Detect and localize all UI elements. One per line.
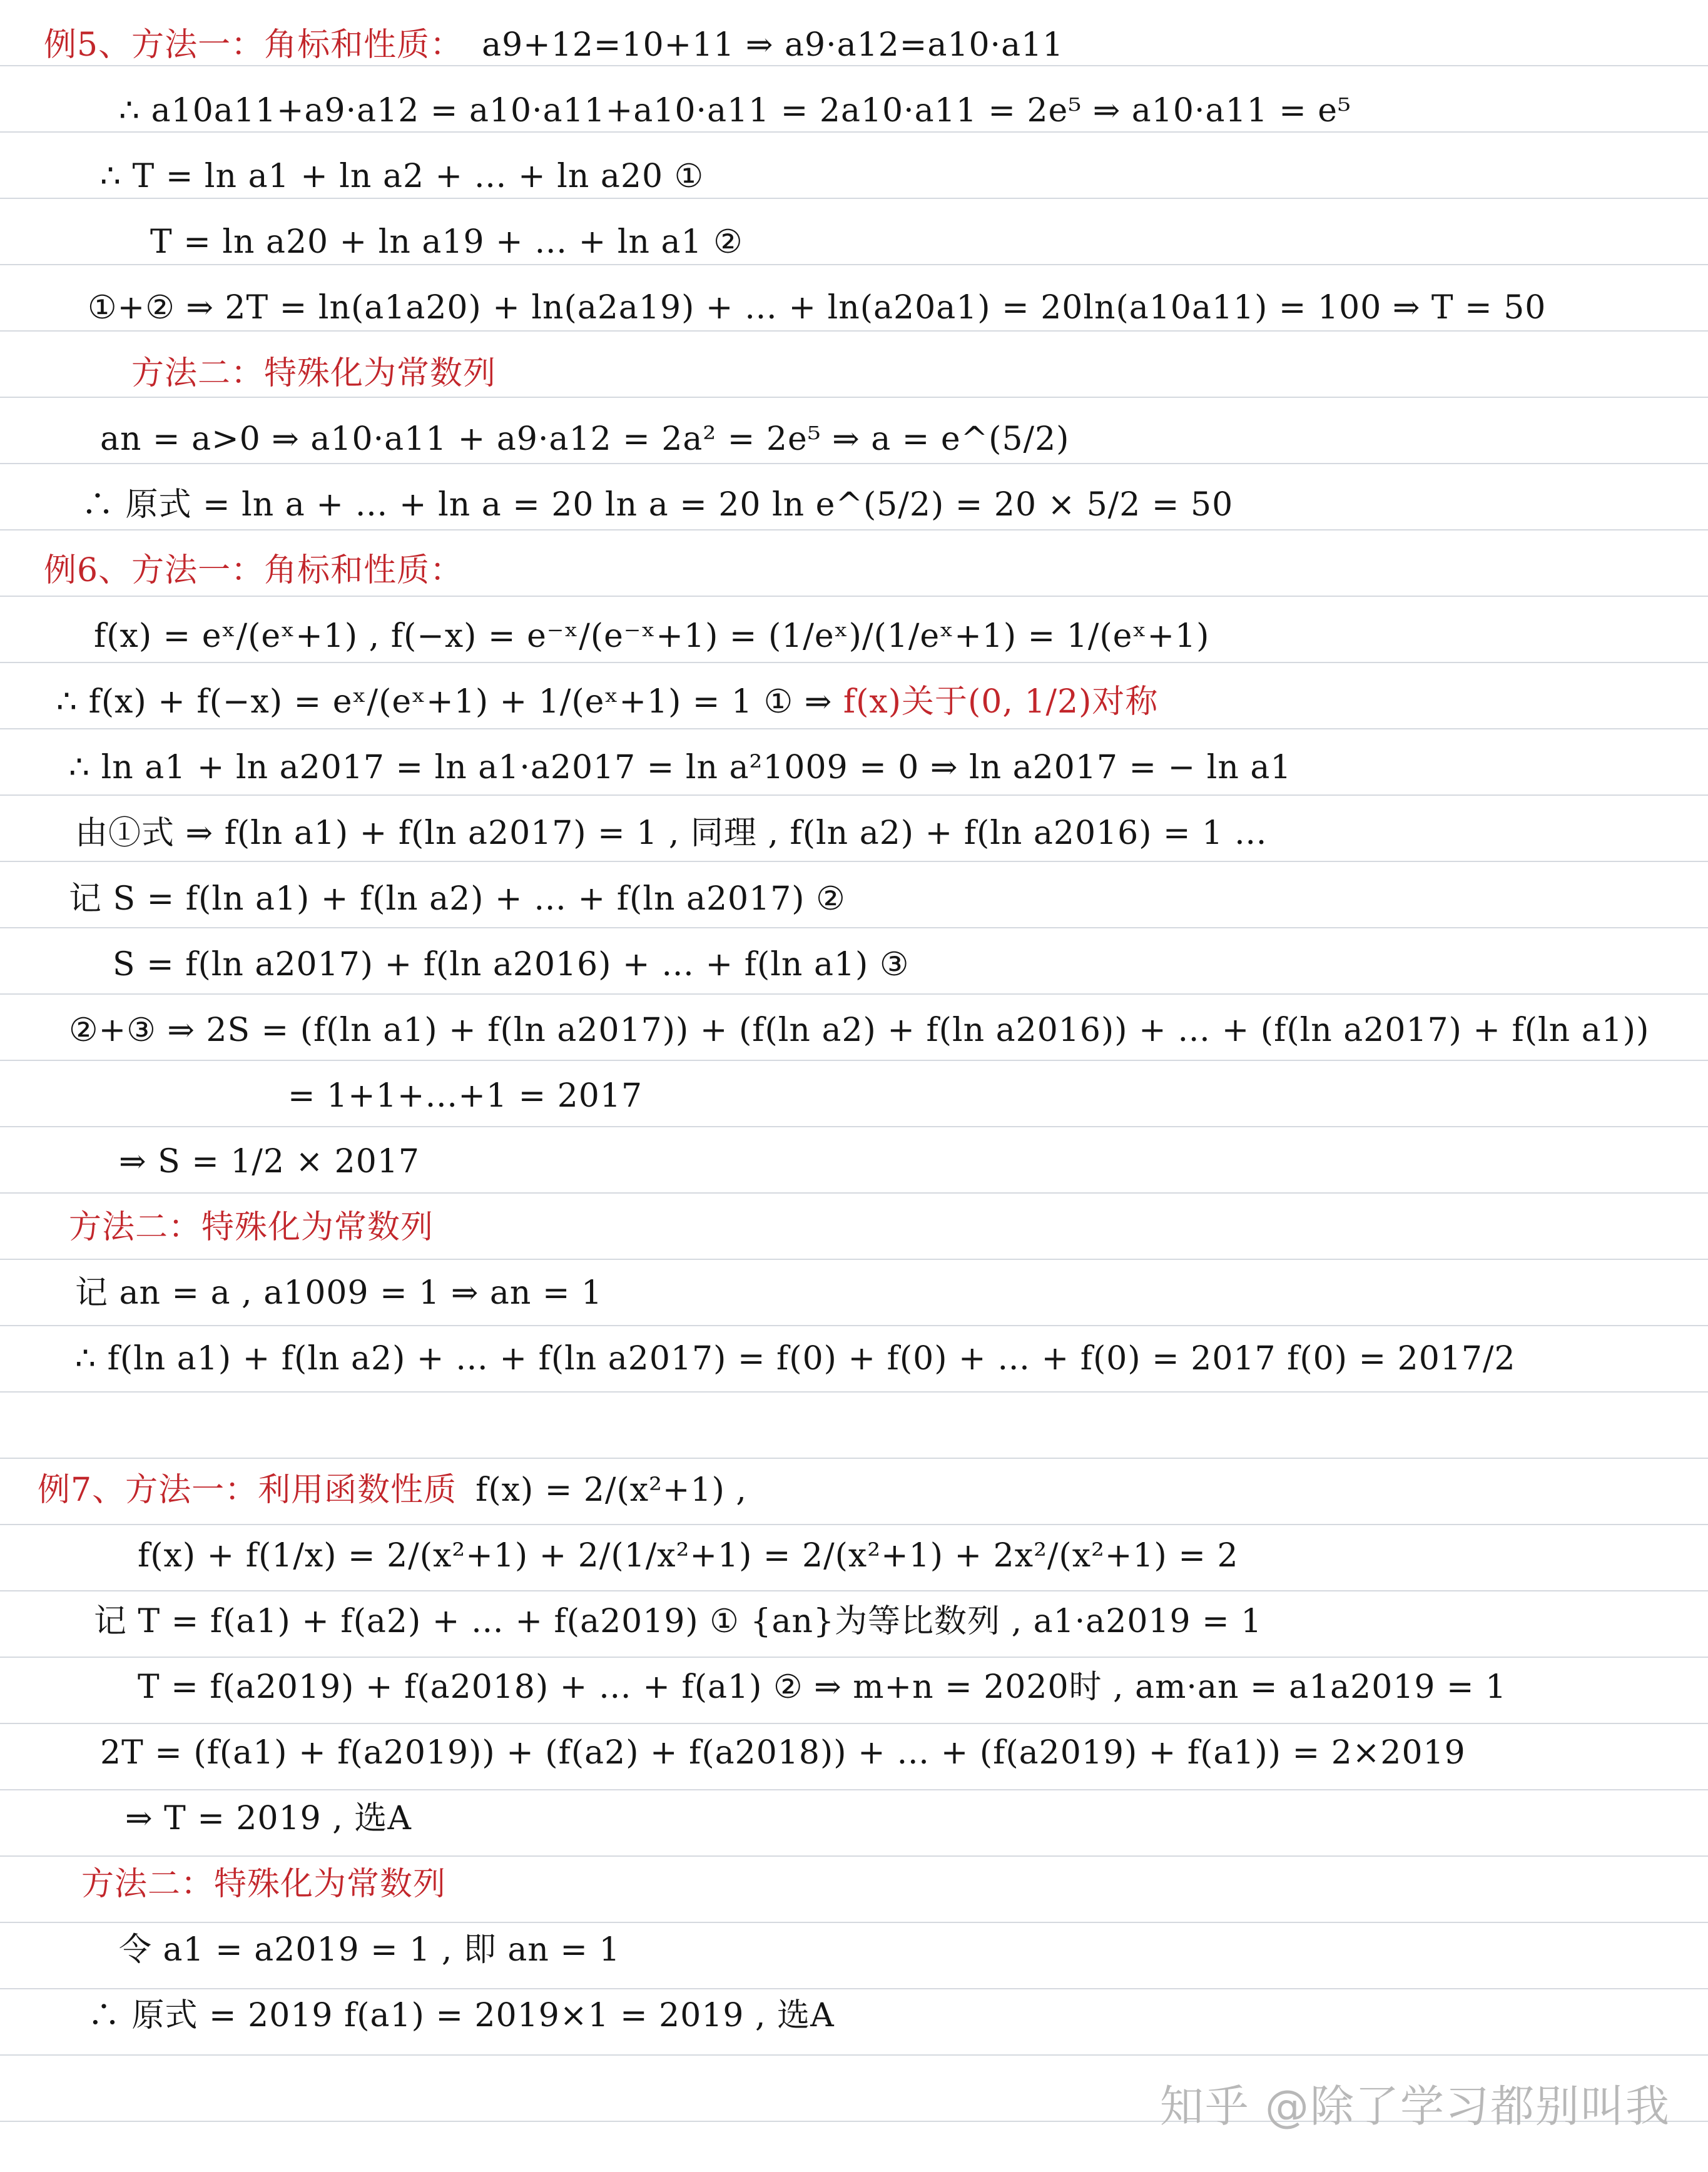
- note-text: ∴ T = ln a1 + ln a2 + … + ln a20 ①: [100, 158, 704, 195]
- note-text: ∴ a10a11+a9·a12 = a10·a11+a10·a11 = 2a10·a11 = 2e⁵ ⇒ a10·a11 = e⁵: [119, 92, 1351, 129]
- note-text: f(x) = eˣ/(eˣ+1) , f(−x) = e⁻ˣ/(e⁻ˣ+1) = (1/eˣ)/(1/eˣ+1) = 1/(eˣ+1): [94, 617, 1210, 655]
- note-line: [50, 1010, 1649, 1050]
- note-line: [50, 748, 1291, 788]
- note-red-text: 例5、方法一：角标和性质：: [44, 26, 464, 64]
- note-line: [75, 616, 1209, 656]
- note-text: f(x) = 2/(x²+1) ,: [475, 1471, 747, 1509]
- note-line: [50, 879, 846, 919]
- note-text: ⇒ S = 1/2 × 2017: [119, 1143, 420, 1180]
- note-line: [56, 813, 1268, 853]
- note-text: ∴ f(ln a1) + f(ln a2) + … + f(ln a2017) = f(0) + f(0) + … + f(0) = 2017 f(0) = 2017/2: [75, 1340, 1516, 1378]
- note-line: [131, 222, 743, 262]
- note-text: ①+② ⇒ 2T = ln(a1a20) + ln(a2a19) + … + ln(a20a1) = 20ln(a10a11) = 100 ⇒ T = 50: [88, 289, 1547, 327]
- note-line: [63, 485, 1233, 525]
- note-line: [94, 945, 909, 985]
- note-text: ∴ 原式 = ln a + … + ln a = 20 ln a = 20 ln e^(5/2) = 20 × 5/2 = 50: [81, 486, 1234, 524]
- note-text: ②+③ ⇒ 2S = (f(ln a1) + f(ln a2017)) + (f(ln a2) + f(ln a2016)) + … + (f(ln a2017) + f(ln a1)): [69, 1012, 1650, 1049]
- note-line: [56, 1273, 602, 1313]
- note-text: 记 T = f(a1) + f(a2) + … + f(a2019) ① {an}为等比数列 , a1·a2019 = 1: [94, 1603, 1263, 1640]
- note-text: a9+12=10+11 ⇒ a9·a12=a10·a11: [482, 26, 1064, 64]
- note-line: [81, 1864, 465, 1904]
- note-line: [44, 551, 482, 591]
- note-line: [131, 353, 515, 393]
- note-line: [38, 1470, 747, 1510]
- note-text: f(x) + f(1/x) = 2/(x²+1) + 2/(1/x²+1) = 2/(x²+1) + 2x²/(x²+1) = 2: [138, 1537, 1239, 1575]
- note-line: [269, 1076, 643, 1116]
- note-line: [69, 1207, 452, 1247]
- note-text: 由①式 ⇒ f(ln a1) + f(ln a2017) = 1 , 同理 , f(ln a2) + f(ln a2016) = 1 …: [75, 814, 1268, 852]
- note-text: 记 an = a , a1009 = 1 ⇒ an = 1: [75, 1274, 603, 1312]
- note-line: [119, 1667, 1507, 1707]
- note-line: [81, 419, 1069, 459]
- note-red-text: 方法二：特殊化为常数列: [69, 1209, 434, 1246]
- note-text: S = f(ln a2017) + f(ln a2016) + … + f(ln a1) ③: [113, 946, 910, 983]
- note-line: [100, 1142, 420, 1182]
- note-line: [100, 1930, 621, 1970]
- note-text: ⇒ T = 2019 , 选A: [125, 1800, 412, 1837]
- note-line: [56, 1404, 75, 1444]
- note-text: an = a>0 ⇒ a10·a11 + a9·a12 = 2a² = 2e⁵ ⇒ a = e^(5/2): [100, 420, 1070, 458]
- note-red-text: 方法二：特殊化为常数列: [131, 355, 497, 392]
- note-line: [56, 682, 1158, 722]
- note-text: T = ln a20 + ln a19 + … + ln a1 ②: [150, 223, 743, 261]
- note-red-text: 例6、方法一：角标和性质：: [44, 552, 464, 589]
- note-line: [56, 1339, 1516, 1379]
- note-text: 令 a1 = a2019 = 1 , 即 an = 1: [119, 1931, 621, 1969]
- note-text: ∴ ln a1 + ln a2017 = ln a1·a2017 = ln a²1009 = 0 ⇒ ln a2017 = − ln a1: [69, 749, 1292, 786]
- note-text: = 1+1+…+1 = 2017: [288, 1077, 643, 1115]
- note-line: [119, 1536, 1239, 1576]
- note-text: 记 S = f(ln a1) + f(ln a2) + … + f(ln a2017) ②: [69, 880, 846, 918]
- note-line: [44, 25, 1064, 65]
- note-line: [81, 156, 704, 196]
- note-text: T = f(a2019) + f(a2018) + … + f(a1) ② ⇒ m+n = 2020时 , am·an = a1a2019 = 1: [138, 1668, 1507, 1706]
- note-line: [75, 1601, 1262, 1642]
- note-line: [81, 1733, 1466, 1773]
- note-line: [100, 91, 1351, 131]
- note-text: ∴ 原式 = 2019 f(a1) = 2019×1 = 2019 , 选A: [88, 1997, 835, 2034]
- note-line: [69, 1996, 835, 2036]
- note-red-text: 方法二：特殊化为常数列: [81, 1865, 447, 1903]
- note-line: [106, 1799, 412, 1839]
- note-text: 2T = (f(a1) + f(a2019)) + (f(a2) + f(a2018)) + … + (f(a2019) + f(a1)) = 2×2019: [100, 1734, 1466, 1772]
- note-red-text: f(x)关于(0, 1/2)对称: [843, 683, 1159, 721]
- watermark: 知乎 @除了学习都别叫我: [1159, 2081, 1670, 2132]
- note-text: ∴ f(x) + f(−x) = eˣ/(eˣ+1) + 1/(eˣ+1) = 1 ① ⇒: [56, 683, 843, 721]
- note-red-text: 例7、方法一：利用函数性质: [38, 1471, 457, 1509]
- note-line: [69, 288, 1546, 328]
